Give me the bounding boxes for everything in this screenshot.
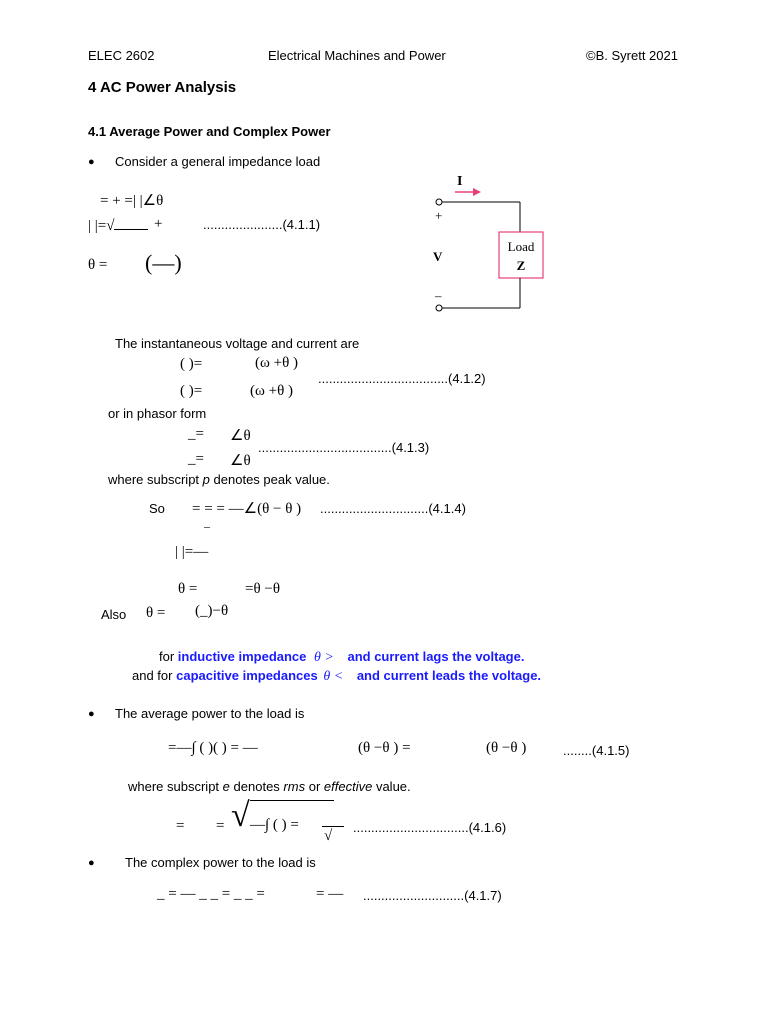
equation-rms-integral: —∫ ( ) =: [250, 817, 299, 833]
equation-theta: θ =: [88, 257, 108, 273]
equation-also-expression: (_)−θ: [195, 603, 229, 619]
equation-also-theta: θ =: [146, 605, 166, 621]
equation-theta-difference: =θ −θ: [245, 581, 281, 597]
plus-sign: +: [435, 208, 443, 223]
circuit-diagram: [425, 170, 555, 320]
equation-theta-z: θ =: [178, 581, 198, 597]
rms-mid1: denotes: [233, 779, 280, 794]
current-arrow-head: [473, 188, 481, 196]
bullet-icon: ●: [88, 857, 95, 869]
equation-voltage-phasor: _=: [188, 426, 204, 442]
rms-variable: e: [222, 779, 230, 794]
equation-impedance-ratio-sub: _: [204, 515, 210, 529]
text-inductive: [159, 649, 524, 666]
equation-voltage-time: ( )=: [180, 356, 203, 372]
equation-current-time-arg: (ω +θ ): [250, 383, 294, 399]
rms-pre: where subscript: [128, 779, 220, 794]
text-instantaneous: The instantaneous voltage and current are: [115, 336, 360, 351]
bullet-icon: ●: [88, 708, 95, 720]
subsection-title: 4.1 Average Power and Complex Power: [88, 124, 331, 139]
capacitive-theta: θ <: [323, 669, 344, 684]
equation-complex-power: _ = — _ _ = _ _ =: [157, 886, 265, 902]
capacitive-impedance-text: capacitive impedances: [176, 668, 318, 683]
equation-voltage-phasor-angle: ∠θ: [230, 428, 251, 444]
equation-label-4-1-1: ......................(4.1.1): [203, 217, 321, 232]
equation-impedance-magnitude: | |=—: [175, 544, 209, 560]
equation-voltage-time-arg: (ω +θ ): [255, 355, 299, 371]
equation-theta-fraction: (—): [145, 250, 182, 275]
equation-average-power-cos-rms: (θ −θ ): [486, 740, 527, 756]
text-rms: [128, 779, 411, 794]
equation-magnitude: [88, 218, 154, 235]
equation-rms-sqrt2: √: [324, 828, 333, 844]
inductive-theta: θ >: [314, 650, 334, 665]
rms-word: rms: [283, 779, 306, 794]
equation-label-4-1-4: ..............................(4.1.4): [320, 501, 466, 516]
equation-rms-equal1: =: [176, 818, 185, 834]
copyright: ©B. Syrett 2021: [586, 48, 678, 63]
equation-label-4-1-2: ....................................(4.1.2): [318, 371, 486, 386]
terminal-bottom: [436, 305, 442, 311]
capacitive-lead-text: and current leads the voltage.: [356, 668, 542, 683]
text-phasor-form: or in phasor form: [108, 406, 207, 421]
section-title: 4 AC Power Analysis: [88, 79, 237, 96]
equation-average-power-integral: =—∫ ( )( ) = —: [168, 740, 258, 756]
minus-sign: –: [435, 288, 442, 303]
rms-mid2: or: [308, 779, 321, 794]
equation-current-time: ( )=: [180, 383, 203, 399]
peak-text-post: denotes peak value.: [213, 472, 330, 487]
voltage-label: V: [433, 249, 443, 264]
bullet-text-average-power: The average power to the load is: [115, 706, 305, 721]
inductive-impedance-text: inductive impedance: [177, 649, 307, 664]
equation-label-4-1-6: ................................(4.1.6): [353, 820, 507, 835]
equation-label-4-1-7: ............................(4.1.7): [363, 888, 502, 903]
equation-label-4-1-3: .....................................(4.1.3): [258, 440, 430, 455]
equation-impedance-ratio: = = = —∠(θ − θ ): [192, 501, 302, 517]
rms-post: value.: [375, 779, 411, 794]
fraction-bar: [322, 826, 344, 827]
peak-variable: p: [202, 472, 210, 487]
load-label: Load: [507, 239, 535, 254]
effective-word: effective: [323, 779, 373, 794]
sqrt-overline: [250, 800, 334, 801]
equation-complex-power-ratio: = —: [316, 886, 344, 902]
circuit-current-label: I: [457, 174, 463, 189]
equation-label-4-1-5: ........(4.1.5): [563, 743, 630, 758]
equation-magnitude-plus: +: [154, 216, 163, 232]
equation-current-phasor-angle: ∠θ: [230, 453, 251, 469]
text-peak-value: [108, 472, 330, 487]
bullet-text-complex-power: The complex power to the load is: [125, 855, 316, 870]
equation-magnitude-left: | |=√: [88, 218, 115, 234]
terminal-top: [436, 199, 442, 205]
text-capacitive: [132, 668, 541, 685]
text-so: So: [149, 501, 165, 516]
equation-current-phasor: _=: [188, 451, 204, 467]
text-also: Also: [101, 607, 127, 622]
load-impedance-label: Z: [516, 258, 526, 273]
document-title: Electrical Machines and Power: [268, 48, 446, 63]
peak-text-pre: where subscript: [108, 472, 200, 487]
inductive-pre: for: [159, 649, 175, 664]
sqrt-icon: √: [231, 797, 250, 834]
inductive-lag-text: and current lags the voltage.: [347, 649, 525, 664]
equation-impedance: = + =| |∠θ: [100, 193, 164, 209]
equation-rms-equal2: =: [216, 818, 225, 834]
bullet-text-impedance: Consider a general impedance load: [115, 154, 321, 169]
equation-average-power-cos: (θ −θ ) =: [358, 740, 411, 756]
capacitive-pre: and for: [132, 668, 173, 683]
course-code: ELEC 2602: [88, 48, 155, 63]
bullet-icon: ●: [88, 156, 95, 168]
sqrt-bar: [114, 229, 148, 230]
